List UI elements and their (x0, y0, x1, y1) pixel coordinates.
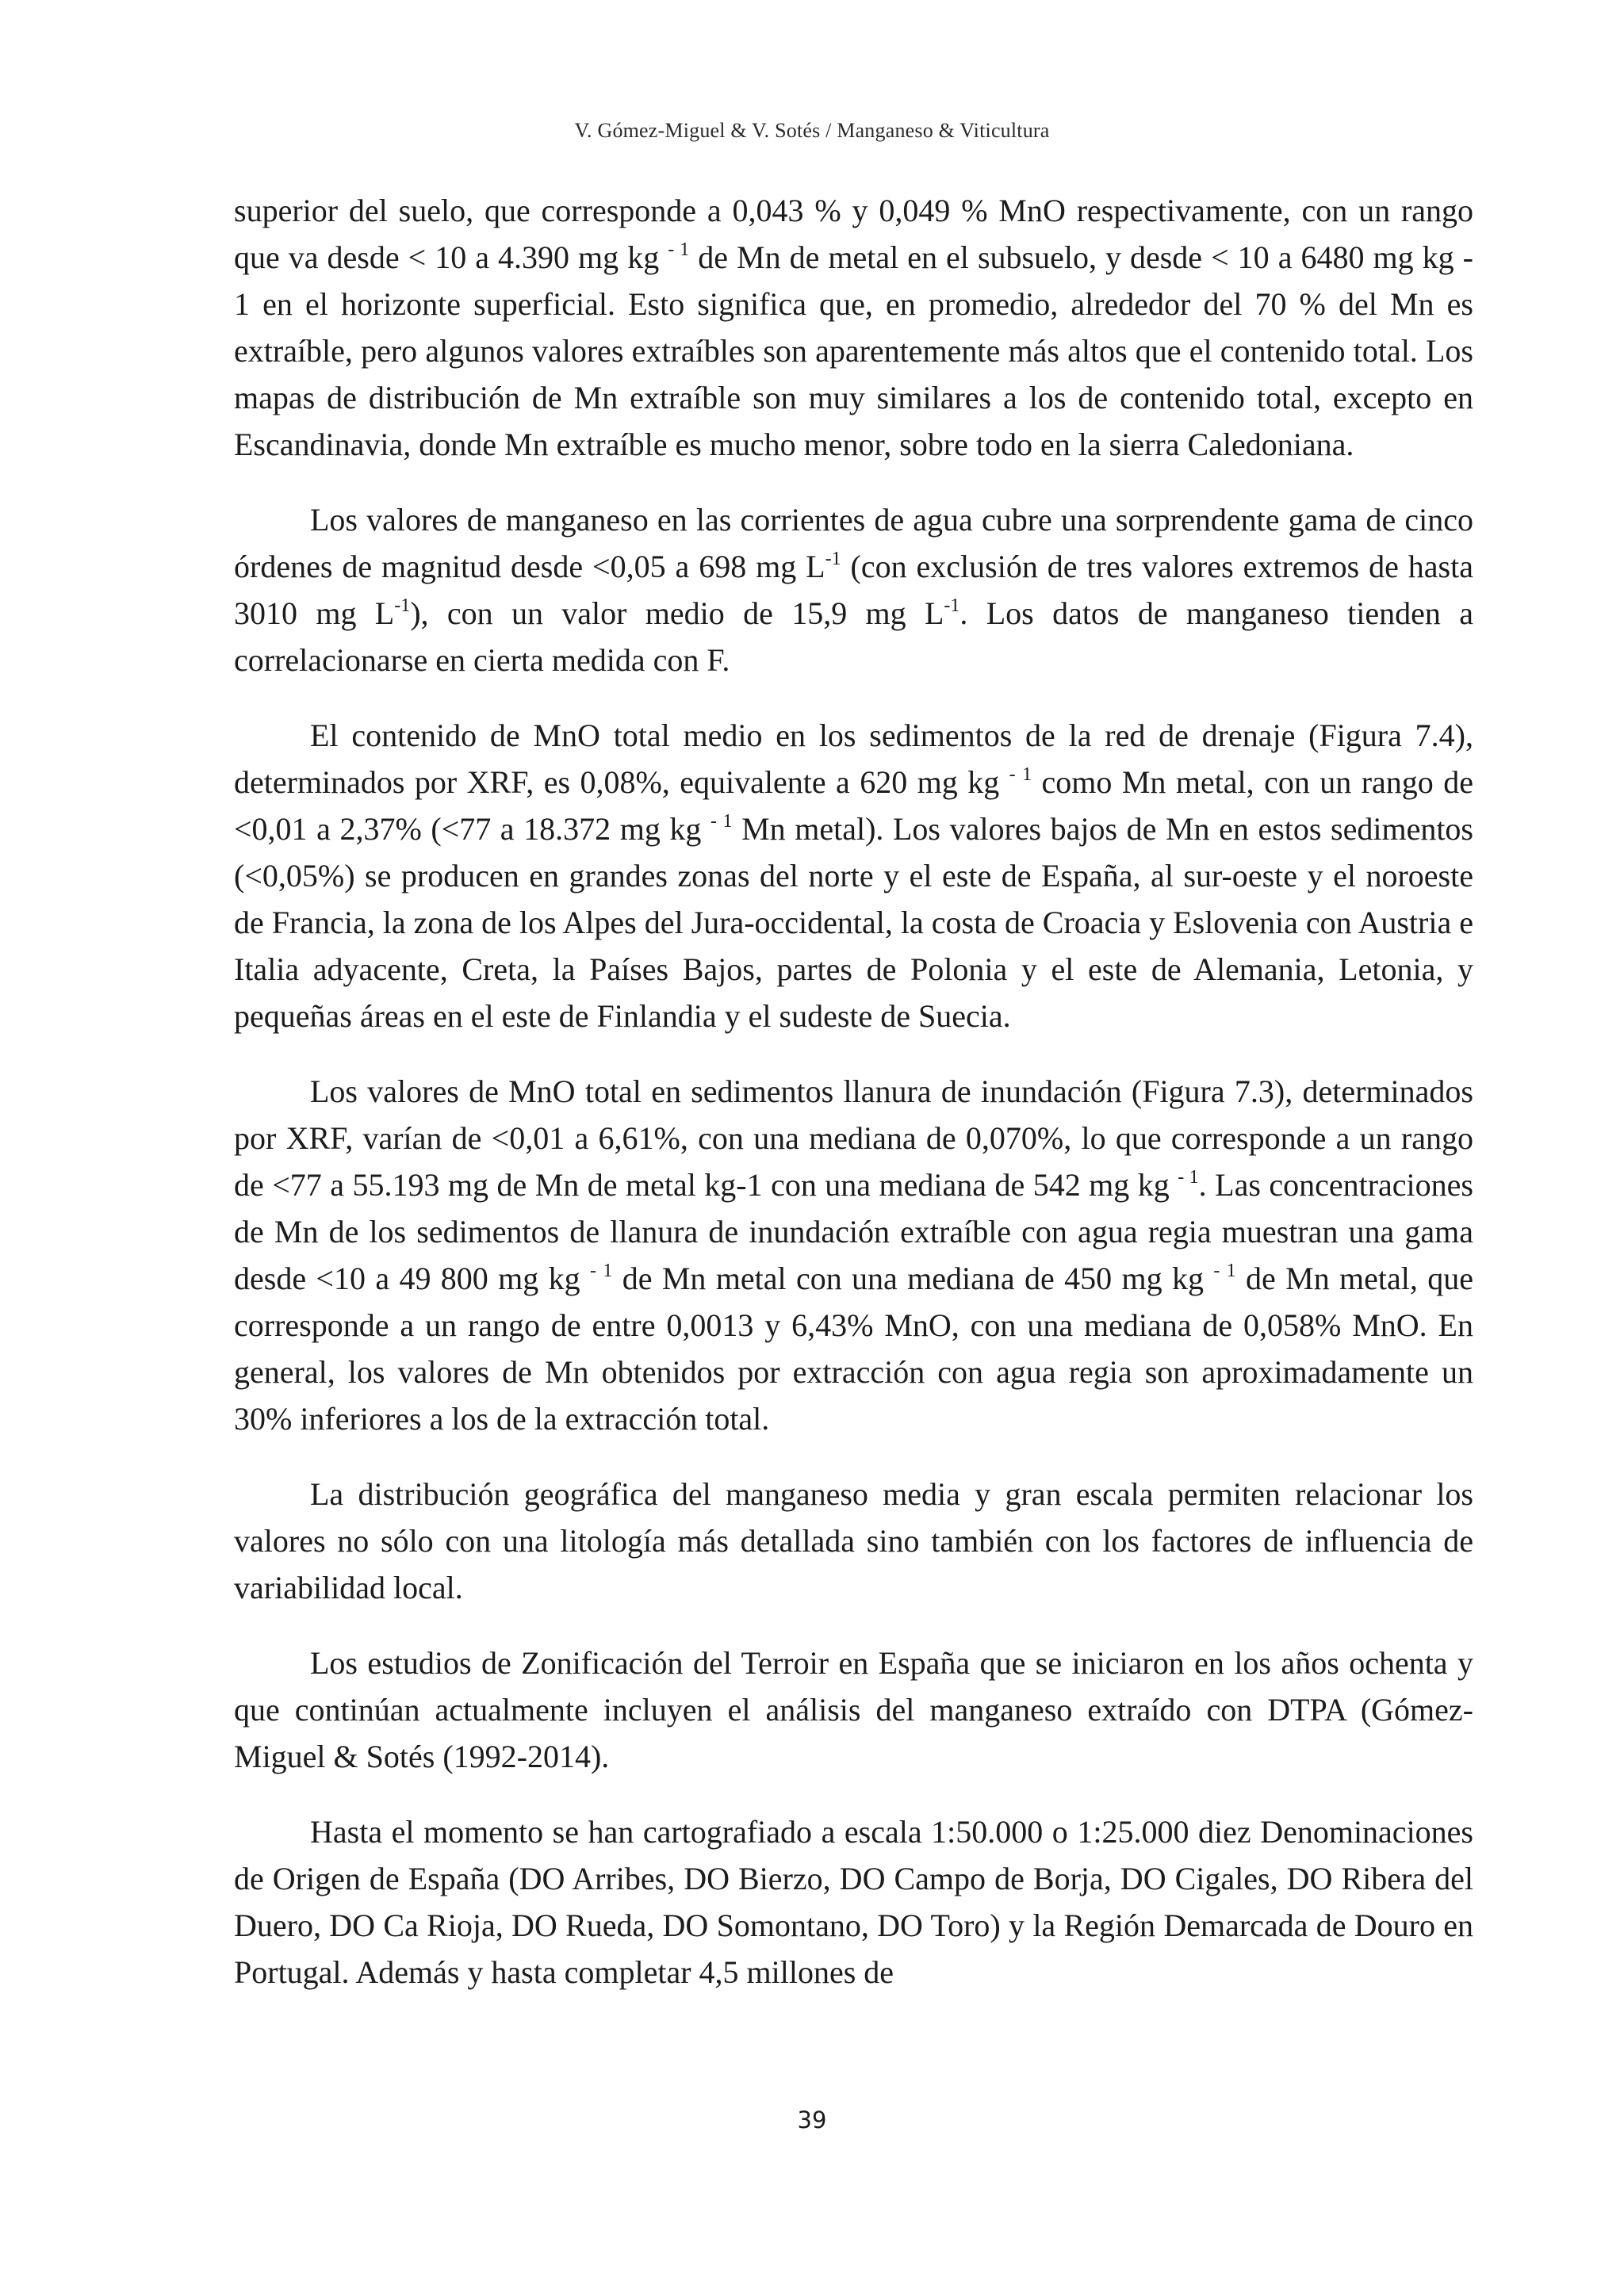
page-number: 39 (797, 2107, 827, 2133)
superscript: - 1 (1178, 1167, 1199, 1188)
text-run: Los valores de MnO total en sedimentos llanura de inundación (Figura 7.3), determinados por XRF, varían de <0,01 a 6,61%, con una mediana de 0,070%, lo que corresponde a un rango de <77 a 55.193 mg de Mn de metal kg-1 con una mediana de 542 mg kg (234, 1073, 1473, 1203)
text-run: como Mn metal, con un rango de <0,01 a 2,37% (<77 a 18.372 mg kg (234, 764, 1473, 847)
text-run: . Las concentraciones de Mn de los sedimentos de llanura de inundación extraíble con agua regia muestran una gama desde <10 a 49 800 mg kg (234, 1167, 1473, 1296)
superscript: - 1 (1213, 1261, 1236, 1281)
text-run: ), con un valor medio de 15,9 mg L (410, 595, 944, 631)
superscript: - 1 (590, 1261, 613, 1281)
text-run: La distribución geográfica del manganeso media y gran escala permiten relacionar los valores no sólo con una litología más detallada sino también con los factores de influencia de variabilidad local. (234, 1476, 1473, 1605)
text-run: de Mn metal con una mediana de 450 mg kg (612, 1261, 1214, 1296)
paragraph (234, 187, 1473, 468)
text-run: El contenido de MnO total medio en los sedimentos de la red de drenaje (Figura 7.4), determinados por XRF, es 0,08%, equivalente a 620 mg kg (234, 718, 1473, 800)
text-run: superior del suelo, que corresponde a 0,043 % y 0,049 % MnO respectivamente, con un rango que va desde < 10 a 4.390 mg kg (234, 193, 1473, 275)
superscript: -1 (394, 595, 411, 616)
superscript: - 1 (668, 239, 690, 260)
paragraph (234, 1068, 1473, 1442)
text-run: Los valores de manganeso en las corrientes de agua cubre una sorprendente gama de cinco órdenes de magnitud desde <0,05 a 698 mg L (234, 502, 1473, 584)
text-run: de Mn de metal en el subsuelo, y desde < 10 a 6480 mg kg - 1 en el horizonte superficial. Esto significa que, en promedio, alrededor del 70 % del Mn es extraíble, pero algunos valores extraíbles son aparentemente más altos que el contenido total. Los mapas de distribución de Mn extraíble son muy similares a los de contenido total, excepto en Escandinavia, donde Mn extraíble es mucho menor, sobre todo en la sierra Caledoniana. (234, 239, 1473, 462)
body-text (234, 187, 1473, 2024)
superscript: -1 (825, 549, 841, 569)
text-run: Los estudios de Zonificación del Terroir en España que se iniciaron en los años ochenta y que continúan actualmente incluyen el análisis del manganeso extraído con DTPA (Gómez-Miguel & Sotés (1992-2014). (234, 1645, 1473, 1774)
paragraph (234, 1640, 1473, 1780)
text-run: . Los datos de manganeso tienden a correlacionarse en cierta medida con F. (234, 595, 1474, 678)
paragraph (234, 1471, 1473, 1611)
text-run: Hasta el momento se han cartografiado a escala 1:50.000 o 1:25.000 diez Denominaciones de Origen de España (DO Arribes, DO Bierzo, DO Campo de Borja, DO Cigales, DO Ribera del Duero, DO Ca Rioja, DO Rueda, DO Somontano, DO Toro) y la Región Demarcada de Douro en Portugal. Además y hasta completar 4,5 millones de (234, 1814, 1473, 1990)
paragraph (234, 712, 1473, 1039)
paragraph (234, 496, 1473, 683)
superscript: - 1 (1009, 764, 1032, 785)
text-run: Mn metal). Los valores bajos de Mn en estos sedimentos (<0,05%) se producen en grandes zonas del norte y el este de España, al sur-oeste y el noroeste de Francia, la zona de los Alpes del Jura-occidental, la costa de Croacia y Eslovenia con Austria e Italia adyacente, Creta, la Países Bajos, partes de Polonia y el este de Alemania, Letonia, y pequeñas áreas en el este de Finlandia y el sudeste de Suecia. (234, 811, 1474, 1034)
text-run: (con exclusión de tres valores extremos de hasta 3010 mg L (234, 549, 1473, 631)
superscript: -1 (944, 595, 960, 616)
text-run: de Mn metal, que corresponde a un rango de entre 0,0013 y 6,43% MnO, con una mediana de 0,058% MnO. En general, los valores de Mn obtenidos por extracción con agua regia son aproximadamente un 30% inferiores a los de la extracción total. (234, 1261, 1474, 1437)
paragraph (234, 1808, 1473, 1996)
superscript: - 1 (710, 811, 733, 832)
running-header: V. Gómez-Miguel & V. Sotés / Manganeso & Viticultura (574, 119, 1050, 142)
